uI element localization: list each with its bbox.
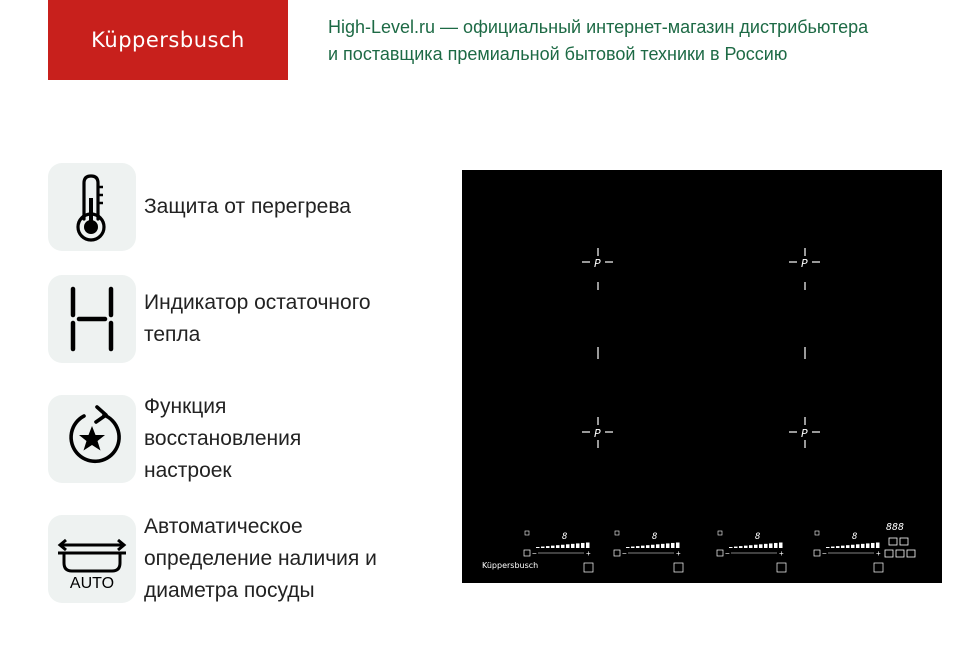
slider-step — [856, 544, 860, 548]
slider-step — [749, 545, 753, 548]
auto-pan-detect-icon — [48, 515, 136, 603]
slider-step — [774, 543, 778, 548]
slider-step — [651, 545, 655, 548]
minus-button[interactable]: − — [532, 549, 537, 558]
feature-line: Функция — [144, 395, 227, 418]
slider-step — [581, 543, 585, 548]
slider-step — [561, 545, 565, 548]
auto-label: AUTO — [69, 575, 115, 592]
slider-step — [631, 547, 635, 548]
slider-step — [836, 546, 840, 548]
slider-step — [541, 547, 545, 548]
bridge-zone-button[interactable] — [584, 563, 593, 572]
slider-step — [861, 544, 865, 548]
feature-overheat-protection — [48, 163, 444, 251]
slider-step — [571, 544, 575, 548]
slider-step — [566, 544, 570, 548]
site-tagline — [328, 14, 948, 68]
feature-residual-heat — [48, 275, 444, 363]
minus-button[interactable]: − — [622, 549, 627, 558]
feature-label — [144, 287, 444, 351]
zone-icon — [718, 531, 722, 535]
feature-line: диаметра посуды — [144, 579, 315, 602]
induction-hob-image — [462, 170, 942, 583]
timer-button-right[interactable] — [900, 538, 908, 545]
feature-label — [144, 391, 444, 487]
slider-step — [851, 545, 855, 548]
feature-line: определение наличия и — [144, 547, 377, 570]
minus-button[interactable]: − — [725, 549, 730, 558]
slider-step — [586, 543, 590, 549]
zone-label: P — [594, 257, 601, 270]
thermometer-icon — [48, 163, 136, 251]
plus-button[interactable]: + — [779, 549, 784, 558]
zone-label: P — [801, 257, 808, 270]
slider-step — [546, 546, 550, 548]
slider-step — [876, 543, 880, 549]
pause-button[interactable] — [896, 550, 904, 557]
slider-step — [871, 543, 875, 548]
slider-step — [641, 546, 645, 548]
slider-step — [744, 546, 748, 548]
zone-label: P — [801, 427, 808, 440]
feature-label — [144, 191, 444, 223]
booster-button[interactable] — [524, 550, 530, 556]
feature-line: восстановления — [144, 427, 302, 450]
power-slider-3[interactable] — [717, 531, 786, 572]
slider-step — [661, 544, 665, 548]
feature-line: Индикатор остаточного — [144, 291, 371, 314]
booster-button[interactable] — [614, 550, 620, 556]
feature-line: Защита от перегрева — [144, 195, 351, 218]
booster-button[interactable] — [717, 550, 723, 556]
timer-display: 888 — [886, 522, 905, 533]
residual-heat-h-icon — [48, 275, 136, 363]
timer-button-left[interactable] — [889, 538, 897, 545]
slider-step — [734, 547, 738, 548]
zone-power-display: 8 — [755, 532, 761, 542]
brand-logo[interactable] — [48, 0, 288, 80]
zone-label: P — [594, 427, 601, 440]
zone-icon — [815, 531, 819, 535]
cooking-zone-rear-left — [582, 417, 613, 448]
bridge-zone-button[interactable] — [777, 563, 786, 572]
restore-star-icon — [48, 395, 136, 483]
plus-button[interactable]: + — [676, 549, 681, 558]
tagline-line-1: High-Level.ru — официальный интернет-магазин дистрибьютера — [328, 17, 869, 37]
zone-icon — [615, 531, 619, 535]
slider-step — [576, 543, 580, 548]
plus-button[interactable]: + — [586, 549, 591, 558]
slider-step — [831, 547, 835, 548]
slider-step — [666, 543, 670, 548]
slider-step — [551, 546, 555, 548]
slider-step — [556, 545, 560, 548]
cooking-zone-front-right — [789, 248, 820, 290]
hob-brand-label: Küppersbusch — [482, 561, 539, 570]
cooking-zone-front-left — [582, 248, 613, 290]
slider-step — [826, 547, 830, 548]
slider-step — [846, 545, 850, 548]
lock-button[interactable] — [885, 550, 893, 557]
slider-step — [636, 546, 640, 548]
power-button[interactable] — [907, 550, 915, 557]
slider-step — [759, 544, 763, 548]
zone-power-display: 8 — [852, 532, 858, 542]
power-slider-4[interactable] — [814, 531, 883, 572]
zone-power-display: 8 — [652, 532, 658, 542]
feature-line: настроек — [144, 459, 232, 482]
slider-step — [866, 543, 870, 548]
booster-button[interactable] — [814, 550, 820, 556]
bridge-zone-button[interactable] — [874, 563, 883, 572]
feature-label — [144, 511, 444, 607]
slider-step — [671, 543, 675, 548]
slider-step — [626, 547, 630, 548]
slider-step — [656, 544, 660, 548]
feature-auto-pan-detection — [48, 511, 444, 607]
slider-step — [729, 547, 733, 548]
power-slider-2[interactable] — [614, 531, 683, 572]
slider-step — [764, 544, 768, 548]
slider-step — [646, 545, 650, 548]
logo-text: Küppersbusch — [91, 28, 245, 52]
cooking-zone-rear-right — [789, 417, 820, 448]
slider-step — [676, 543, 680, 549]
feature-restore-settings — [48, 391, 444, 487]
slider-step — [769, 543, 773, 548]
zone-icon — [525, 531, 529, 535]
slider-step — [779, 543, 783, 549]
slider-step — [536, 547, 540, 548]
slider-step — [841, 546, 845, 548]
tagline-line-2: и поставщика премиальной бытовой техники в Россию — [328, 44, 788, 64]
slider-step — [739, 546, 743, 548]
plus-button[interactable]: + — [876, 549, 881, 558]
zone-power-display: 8 — [562, 532, 568, 542]
feature-line: тепла — [144, 323, 201, 346]
bridge-zone-button[interactable] — [674, 563, 683, 572]
slider-step — [754, 545, 758, 548]
minus-button[interactable]: − — [822, 549, 827, 558]
feature-line: Автоматическое — [144, 515, 303, 538]
